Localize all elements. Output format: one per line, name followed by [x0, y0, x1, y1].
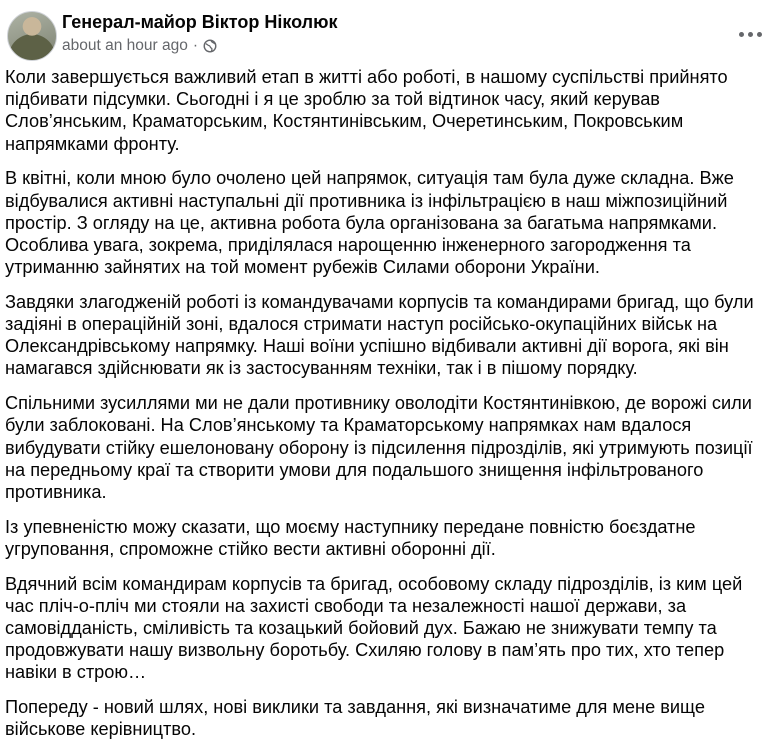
post-paragraph: Із упевненістю можу сказати, що моєму наступнику передане повністю боєздатне угруповання, спроможне стійко вести активні оборонні дії.: [5, 516, 696, 559]
more-dot: [757, 32, 762, 37]
more-dot: [748, 32, 753, 37]
post-paragraph: Вдячний всім командирам корпусів та бригад, особовому складу підрозділів, із ким цей час пліч-о-пліч ми стояли на захисті свободи та незалежності нашої держави, за самовідданість, сміливість та козацький бойовий дух. Бажаю не знижувати темпу та продовжувати нашу визвольну боротьбу. Схиляю голову в пам’ять про тих, хто тепер навіки в строю…: [5, 573, 743, 683]
post-paragraph: Спільними зусиллями ми не дали противнику оволодіти Костянтинівкою, де ворожі сили були заблоковані. На Слов’янському та Краматорському напрямках нам вдалося вибудувати стійку ешелоновану оборону із підсилення підрозділів, які утримують позиції на передньому краї та створити умови для подальшого знищення інфільтрованого противника.: [5, 393, 753, 502]
post-paragraph: Коли завершується важливий етап в житті або роботі, в нашому суспільстві прийнято підбивати підсумки. Сьогодні і я це зроблю за той відтинок часу, який керував Слов’янським, Краматорським, Костянтинівським, Очеретинським, Покровським напрямками фронту.: [5, 67, 728, 154]
post-paragraph: Попереду - новий шлях, нові виклики та завдання, які визначатиме для мене вище військове керівництво.: [5, 697, 705, 740]
globe-icon[interactable]: [203, 39, 217, 53]
post-paragraph: В квітні, коли мною було очолено цей напрямок, ситуація там була дуже складна. Вже відбувалися активні наступальні дії противника із інфільтрацією в наш міжпозиційний простір. З огляду на це, активна робота була організована за багатьма напрямками. Особлива увага, зокрема, приділялася нарощенню інженерного загородження та утриманню зайнятих на той момент рубежів Силами оборони України.: [5, 168, 734, 278]
author-avatar[interactable]: [7, 11, 57, 61]
post-paragraph: Завдяки злагодженій роботі із командувачами корпусів та командирами бригад, що були задіяні в операційній зоні, вдалося стримати наступ російсько-окупаційних військ на Олександрівському напрямку. Наші воїни успішно відбивали активні дії ворога, які він намагався здійснювати як із застосуванням техніки, так і в пішому порядку.: [5, 291, 754, 379]
post-body: [5, 66, 775, 753]
post-header: [4, 8, 780, 60]
author-name[interactable]: Генерал-майор Віктор Ніколюк: [62, 12, 338, 32]
post-meta: [62, 37, 217, 55]
more-dot: [739, 32, 744, 37]
more-options-icon[interactable]: [734, 22, 766, 46]
meta-separator: ·: [192, 37, 199, 54]
post-timestamp[interactable]: about an hour ago: [62, 37, 188, 54]
